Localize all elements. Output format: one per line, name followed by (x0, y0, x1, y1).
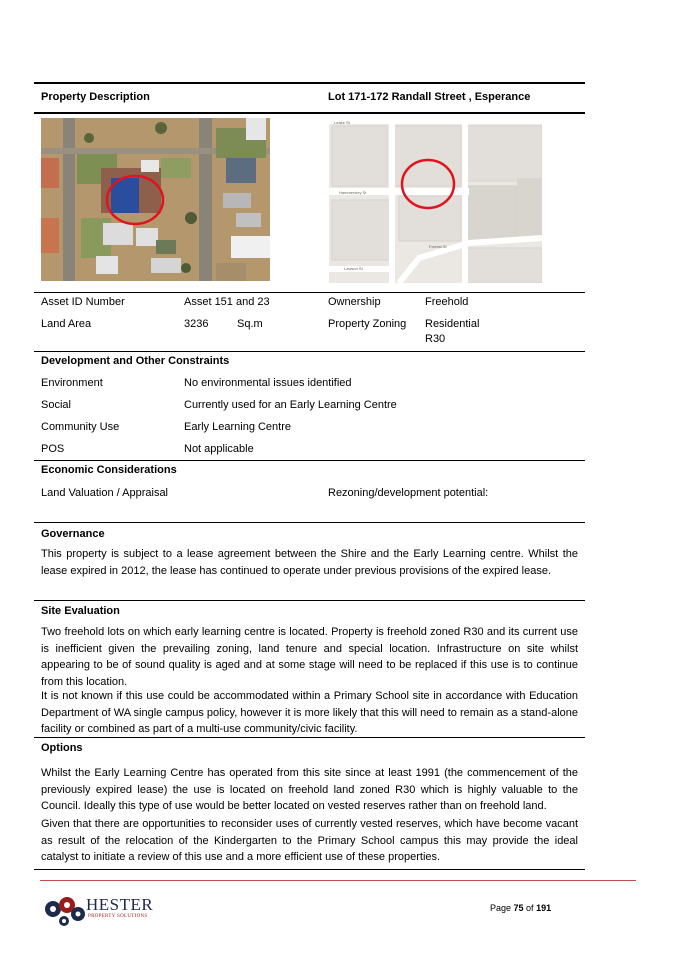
page-number (490, 903, 551, 913)
map-label-street: Leake St (334, 120, 350, 125)
hester-logo (42, 893, 202, 929)
constraint-value: No environmental issues identified (184, 377, 352, 389)
site-evaluation-title: Site Evaluation (41, 605, 120, 617)
constraint-label: Community Use (41, 421, 120, 433)
options-bottom-rule (34, 869, 585, 870)
details-top-rule (34, 292, 585, 293)
constraints-rule (34, 351, 585, 352)
property-address: Lot 171-172 Randall Street , Esperance (328, 91, 531, 103)
footer-rule (40, 880, 636, 881)
constraint-value: Currently used for an Early Learning Centre (184, 399, 397, 411)
constraint-value: Early Learning Centre (184, 421, 292, 433)
aerial-photo (41, 118, 270, 281)
asset-id-label: Asset ID Number (41, 296, 125, 308)
options-title: Options (41, 742, 83, 754)
svg-text:Forrest St: Forrest St (429, 244, 447, 249)
site-evaluation-para1: Two freehold lots on which early learning centre is located. Property is freehold zoned R30 and its current use is inefficient given the prevailing zoning, land tenure and special location. Infrastructure on site whilst appearing to be of sound quality is aged and at some stage will need to be replaced if this use is to continue from this location. (41, 626, 578, 688)
options-para2: Given that there are opportunities to reconsider uses of currently vested reserves, which have become vacant as result of the relocation of the Kindergarten to the Primary School campus this may provide the ideal catalyst to initiate a review of this use and a more efficient use of these properties. (41, 818, 578, 863)
options-para1: Whilst the Early Learning Centre has operated from this site since at least 1991 (the commencement of the previously expired lease) the use is located on freehold land zoned R30 which is highly valuable to the Council. Ideally this type of use would be better located on vested reserves rather than on freehold land. (41, 767, 578, 812)
page-total: 191 (536, 903, 552, 913)
page-prefix: Page (490, 903, 514, 913)
options-rule (34, 737, 585, 738)
constraints-title: Development and Other Constraints (41, 355, 230, 367)
property-description-label: Property Description (41, 91, 150, 103)
land-area-unit: Sq.m (237, 318, 263, 330)
rezoning-label: Rezoning/development potential: (328, 487, 489, 499)
logo-text: HESTER (86, 895, 154, 914)
gear-icon (45, 897, 85, 926)
valuation-label: Land Valuation / Appraisal (41, 487, 168, 499)
governance-text: This property is subject to a lease agreement between the Shire and the Early Learning centre. Whilst the lease expired in 2012, the lease has continued to operate under previous provisions of the expired lease. (41, 548, 578, 577)
constraint-value: Not applicable (184, 443, 254, 455)
constraint-label: Environment (41, 377, 103, 389)
ownership-value: Freehold (425, 296, 469, 308)
economic-title: Economic Considerations (41, 464, 177, 476)
economic-rule (34, 460, 585, 461)
site-evaluation-rule (34, 600, 585, 601)
land-area-label: Land Area (41, 318, 92, 330)
constraint-label: Social (41, 399, 71, 411)
header-rule (34, 112, 585, 114)
governance-title: Governance (41, 528, 105, 540)
logo-subtext: PROPERTY SOLUTIONS (88, 914, 148, 919)
ownership-label: Ownership (328, 296, 381, 308)
site-evaluation-para2: It is not known if this use could be accommodated within a Primary School site in accordance with Education Department of WA single campus policy, however it is more likely that this will need to remain as a stand-alone facility or combined as part of a multi-use community/civic facility. (41, 690, 578, 735)
zoning-value-line1: Residential (425, 318, 480, 330)
street-map (329, 118, 542, 283)
constraint-label: POS (41, 443, 65, 455)
zoning-value-line2: R30 (425, 333, 446, 345)
svg-text:Lawson St: Lawson St (344, 266, 363, 271)
svg-text:Hammersley St: Hammersley St (339, 190, 367, 195)
asset-id-value: Asset 151 and 23 (184, 296, 270, 308)
zoning-label: Property Zoning (328, 318, 407, 330)
governance-rule (34, 522, 585, 523)
top-rule (34, 82, 585, 84)
land-area-value: 3236 (184, 318, 209, 330)
page-of: of (523, 903, 537, 913)
page-current: 75 (513, 903, 524, 913)
